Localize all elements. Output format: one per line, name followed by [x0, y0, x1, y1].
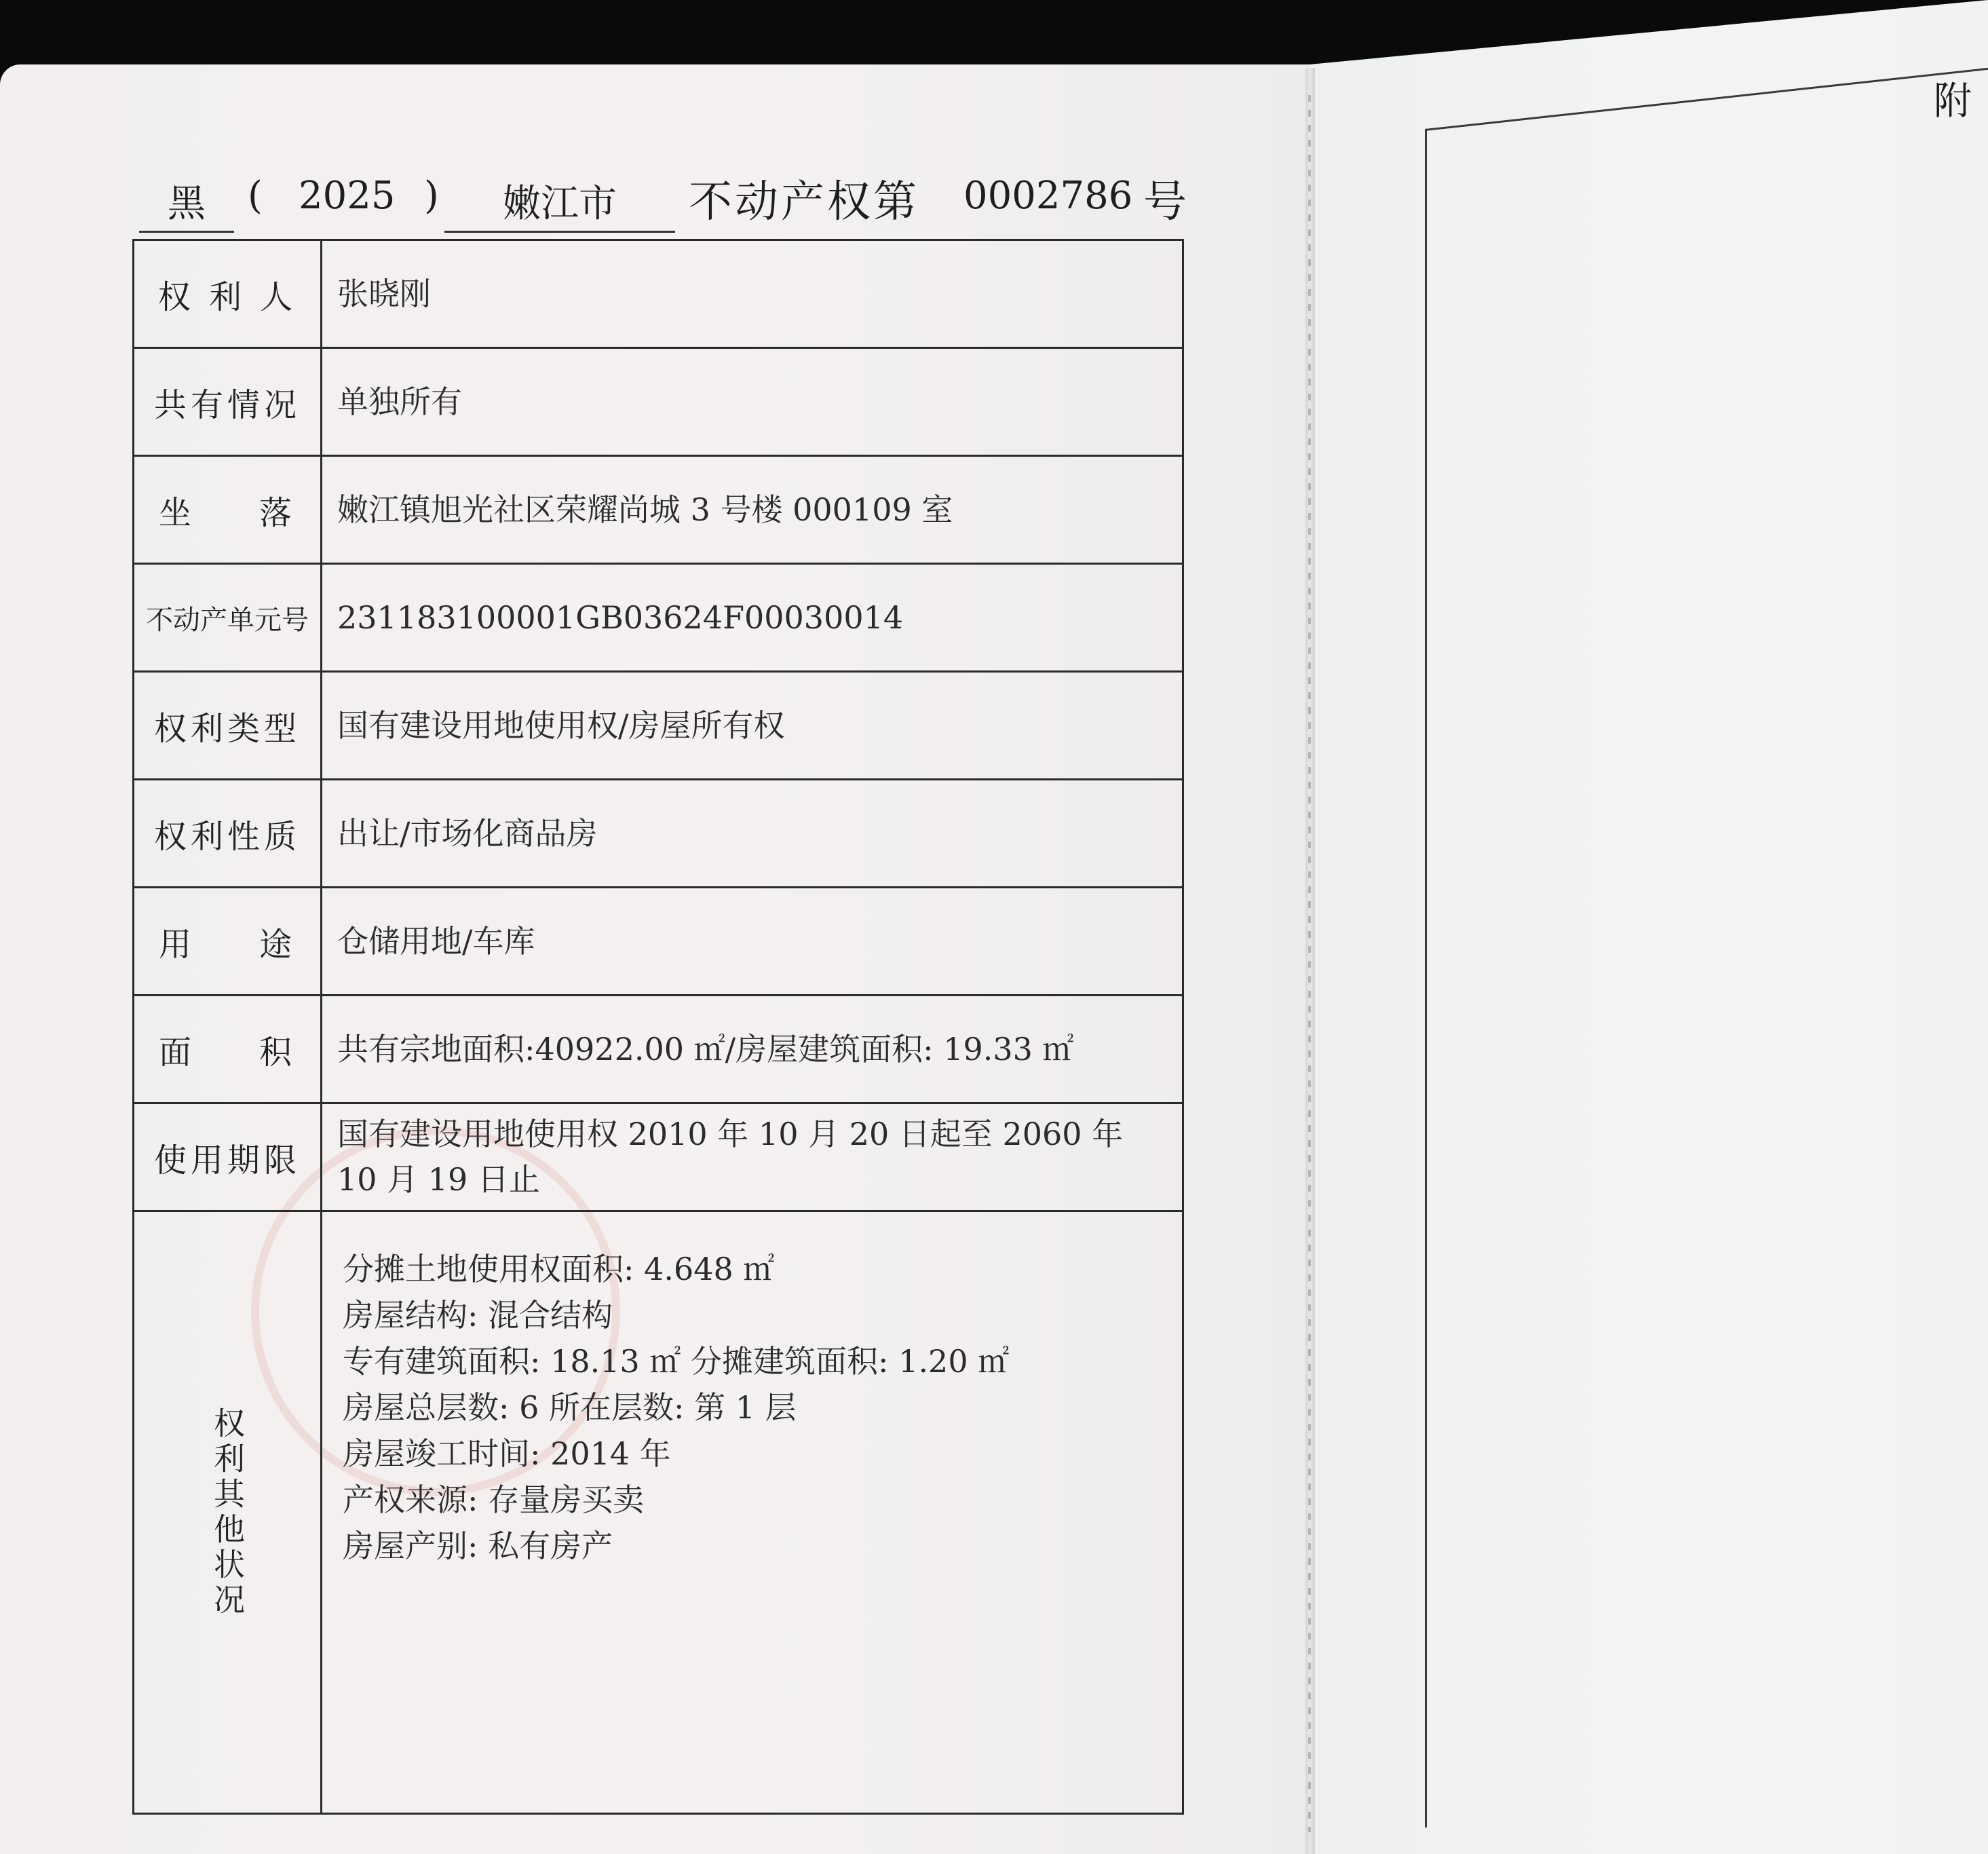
- certificate-header: [139, 160, 1198, 235]
- attachment-title: 附: [1934, 79, 1972, 124]
- table-row-term: [134, 1103, 1183, 1211]
- table-row-location: [134, 456, 1183, 564]
- table-row-area: [134, 996, 1183, 1103]
- other-line-completion-year: 房屋竣工时间: 2014 年: [343, 1435, 671, 1472]
- other-line-floors: 房屋总层数: 6 所在层数: 第 1 层: [343, 1389, 797, 1426]
- table-row-usage: [134, 888, 1183, 996]
- attachment-frame: [1425, 68, 1988, 1828]
- unit-number-value: 231183100001GB03624F00030014: [322, 564, 1183, 672]
- area-label: 面积: [134, 996, 322, 1103]
- right-type-value: 国有建设用地使用权/房屋所有权: [322, 672, 1183, 780]
- other-line-property-category: 房屋产别: 私有房产: [343, 1528, 613, 1564]
- table-row-owner: [134, 240, 1183, 348]
- property-certificate-table: [132, 239, 1184, 1815]
- city-name: 嫩江市: [444, 174, 675, 233]
- province-abbr: 黑: [139, 174, 234, 233]
- area-value: 共有宗地面积:40922.00 ㎡/房屋建筑面积: 19.33 ㎡: [322, 996, 1183, 1103]
- owner-label: 权 利 人: [134, 240, 322, 348]
- owner-value: 张晓刚: [322, 240, 1183, 348]
- table-row-right-type: [134, 672, 1183, 780]
- spine-stitching: [1308, 95, 1311, 1832]
- table-row-right-nature: [134, 780, 1183, 888]
- term-value: 国有建设用地使用权 2010 年 10 月 20 日起至 2060 年 10 月 19 日止: [322, 1103, 1183, 1211]
- usage-label: 用途: [134, 888, 322, 996]
- other-line-source: 产权来源: 存量房买卖: [343, 1481, 645, 1518]
- right-nature-label: 权利性质: [134, 780, 322, 888]
- other-status-value: [322, 1211, 1183, 1814]
- co-ownership-value: 单独所有: [322, 348, 1183, 456]
- other-line-structure: 房屋结构: 混合结构: [343, 1297, 613, 1333]
- certificate-label: 不动产权第: [689, 177, 919, 227]
- table-row-co-ownership: [134, 348, 1183, 456]
- co-ownership-label: 共有情况: [134, 348, 322, 456]
- table-row-other-status: [134, 1211, 1183, 1814]
- right-type-label: 权利类型: [134, 672, 322, 780]
- close-paren: ): [424, 174, 439, 218]
- other-status-label: 权利其他状况: [209, 1406, 246, 1619]
- open-paren: (: [248, 174, 263, 218]
- table-row-unit-number: [134, 564, 1183, 672]
- year: 2025: [299, 174, 396, 218]
- unit-number-label: 不动产单元号: [134, 564, 322, 672]
- right-nature-value: 出让/市场化商品房: [322, 780, 1183, 888]
- term-label: 使用期限: [134, 1103, 322, 1211]
- other-line-building-area: 专有建筑面积: 18.13 ㎡ 分摊建筑面积: 1.20 ㎡: [343, 1343, 1010, 1380]
- other-status-label-cell: [134, 1211, 322, 1814]
- certificate-number: 0002786: [963, 174, 1133, 218]
- usage-value: 仓储用地/车库: [322, 888, 1183, 996]
- number-suffix: 号: [1143, 177, 1189, 227]
- other-line-shared-land-area: 分摊土地使用权面积: 4.648 ㎡: [343, 1251, 775, 1287]
- location-value: 嫩江镇旭光社区荣耀尚城 3 号楼 000109 室: [322, 456, 1183, 564]
- location-label: 坐落: [134, 456, 322, 564]
